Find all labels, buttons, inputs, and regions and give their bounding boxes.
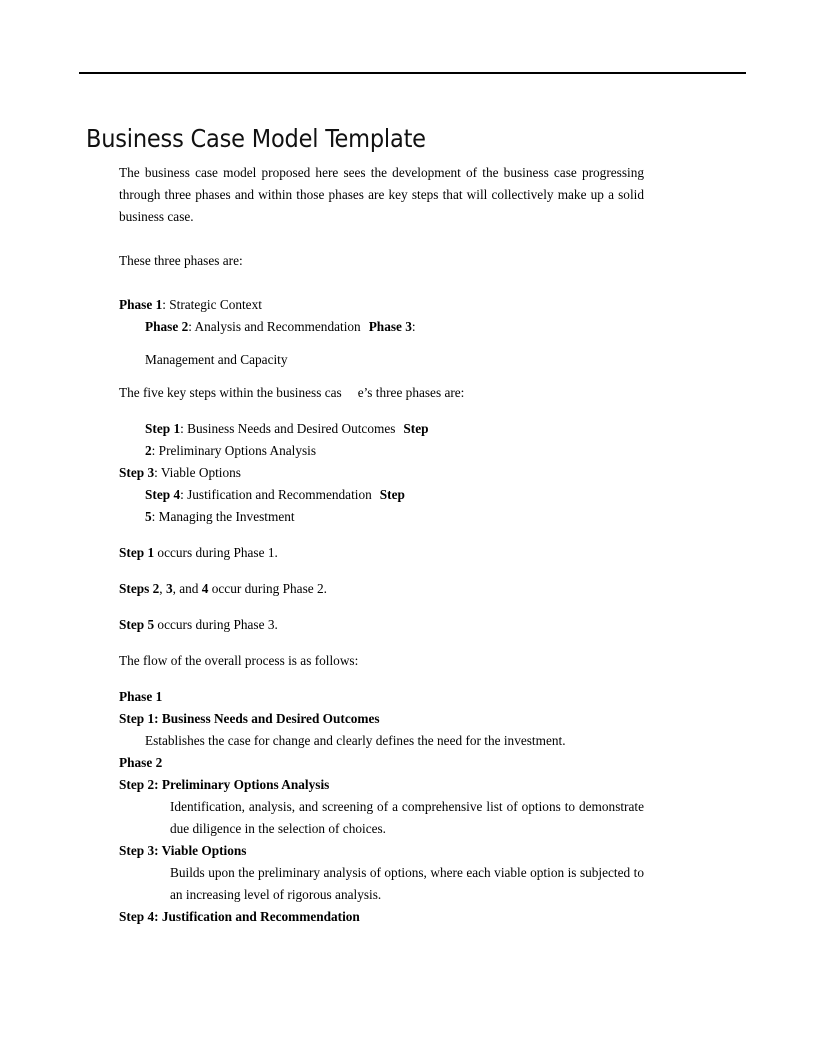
occurrence-step-5-label: Step 5: [119, 617, 155, 632]
step-5-line: [145, 506, 644, 528]
flow-step-heading-3: Step 3: Viable Options: [119, 843, 247, 858]
step-2-text: : Preliminary Options Analysis: [151, 443, 317, 458]
spacer: [119, 528, 644, 542]
step-1-label: Step 1: [145, 421, 181, 436]
occurrence-step-3-number: 3: [165, 581, 173, 596]
flow-step-body-2: Identification, analysis, and screening of a comprehensive list of options to demonstrate due diligence in the selection of choices.: [170, 799, 644, 836]
occurrence-step-5: [119, 614, 644, 636]
spacer: [119, 239, 644, 250]
step-5-number: 5: [145, 509, 152, 524]
phase-2-text: : Analysis and Recommendation: [188, 319, 361, 334]
phase-1-text: : Strategic Context: [162, 297, 262, 312]
spacer: [119, 564, 644, 578]
step-4-line: [145, 484, 644, 506]
steps-lead-in-part-a: The five key steps within the business cas: [119, 385, 342, 400]
spacer: [119, 371, 644, 382]
step-3-line: [119, 462, 644, 484]
flow-step-heading-1: Step 1: Business Needs and Desired Outcomes: [119, 711, 380, 726]
spacer: [119, 636, 644, 650]
occurrence-step-1-text: occurs during Phase 1.: [154, 545, 278, 560]
step-2-line: [145, 440, 644, 462]
header-divider: [79, 72, 746, 74]
occurrence-steps-text: occur during Phase 2.: [208, 581, 327, 596]
step-4-text: : Justification and Recommendation: [180, 487, 372, 502]
phases-lead-in: These three phases are:: [119, 253, 243, 268]
flow-phase-heading-1: Phase 1: [119, 689, 163, 704]
step-4-label: Step 4: [145, 487, 181, 502]
flow-lead-in: The flow of the overall process is as follows:: [119, 653, 359, 668]
occurrence-step-4-number: 4: [201, 581, 209, 596]
step-2-number: 2: [145, 443, 152, 458]
flow-step-heading-4: Step 4: Justification and Recommendation: [119, 909, 360, 924]
occurrence-step-1: [119, 542, 644, 564]
flow-step-body-3: Builds upon the preliminary analysis of options, where each viable option is subjected to an increasing level of rigorous analysis.: [170, 865, 644, 902]
spacer: [119, 600, 644, 614]
spacer: [119, 404, 644, 418]
occurrence-sep-2: , and: [172, 581, 202, 596]
phase-1-line: [119, 294, 644, 316]
flow-step-heading-2: Step 2: Preliminary Options Analysis: [119, 777, 330, 792]
steps-lead-in-part-b: e’s three phases are:: [357, 385, 465, 400]
occurrence-step-1-label: Step 1: [119, 545, 155, 560]
step-5-label-trailing: Step: [379, 487, 405, 502]
step-3-text: : Viable Options: [154, 465, 241, 480]
steps-lead-in: [119, 382, 644, 404]
document-body: [119, 162, 644, 928]
step-1-text: : Business Needs and Desired Outcomes: [180, 421, 396, 436]
intro-paragraph: The business case model proposed here sees the development of the business case progressing through three phases and within those phases are key steps that will collectively make up a solid business case.: [119, 165, 644, 224]
phase-2-label: Phase 2: [145, 319, 189, 334]
occurrence-steps-label: Steps 2: [119, 581, 160, 596]
occurrence-steps-2-3-4: [119, 578, 644, 600]
phase-3-label: Phase 3: [368, 319, 412, 334]
phase-1-label: Phase 1: [119, 297, 163, 312]
phase-3-text: :: [411, 319, 416, 334]
flow-step-body-1: Establishes the case for change and clearly defines the need for the investment.: [145, 733, 566, 748]
step-3-label: Step 3: [119, 465, 155, 480]
phase-3-continuation: Management and Capacity: [145, 352, 288, 367]
step-2-label-trailing: Step: [403, 421, 429, 436]
spacer: [119, 283, 644, 294]
spacer: [119, 672, 644, 686]
step-5-text: : Managing the Investment: [151, 509, 295, 524]
occurrence-sep-1: ,: [159, 581, 166, 596]
flow-phase-heading-2: Phase 2: [119, 755, 163, 770]
spacer: [119, 338, 644, 349]
page-title: Business Case Model Template: [86, 124, 426, 153]
occurrence-step-5-text: occurs during Phase 3.: [154, 617, 278, 632]
phase-2-3-line: [145, 316, 644, 338]
step-1-line: [145, 418, 644, 440]
